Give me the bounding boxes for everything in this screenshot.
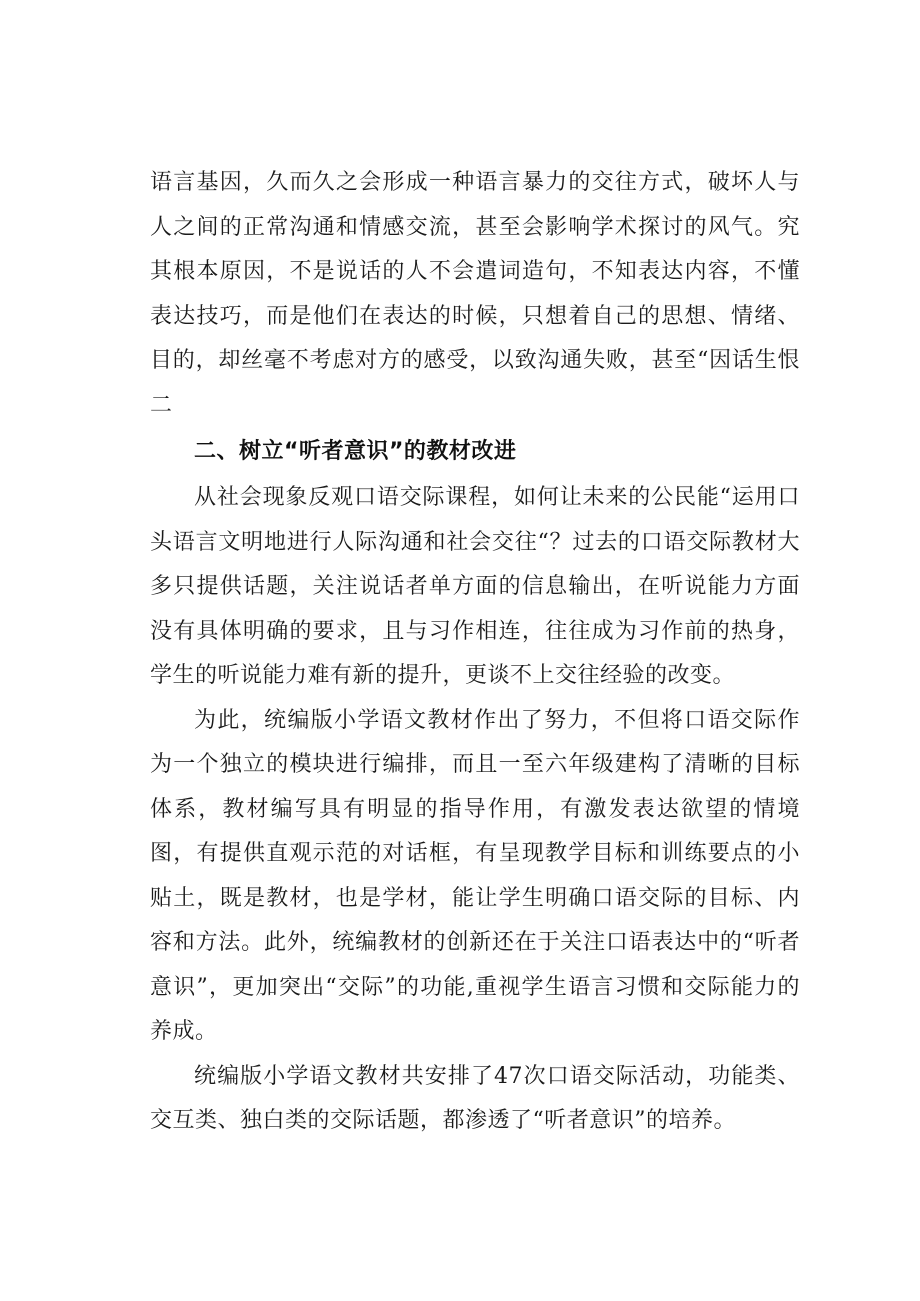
paragraph-activities-count: 统编版小学语文教材共安排了47次口语交际活动，功能类、交互类、独白类的交际话题，都渗透了“听者意识”的培养。	[150, 1063, 800, 1133]
paragraph-social-phenomenon: 从社会现象反观口语交际课程，如何让未来的公民能“运用口头语言文明地进行人际沟通和社会交往“？过去的口语交际教材大多只提供话题，关注说话者单方面的信息输出，在听说能力方面没有具体明确的要求，且与习作相连，往往成为习作前的热身，学生的听说能力难有新的提升，更谈不上交往经验的改变。	[150, 485, 800, 688]
paragraph-continued: 语言基因，久而久之会形成一种语言暴力的交往方式，破坏人与人之间的正常沟通和情感交流，甚至会影响学术探讨的风气。究其根本原因，不是说话的人不会遣词造句，不知表达内容，不懂表达技巧，而是他们在表达的时候，只想着自己的思想、情绪、目的，却丝毫不考虑对方的感受，以致沟通失败，甚至“因话生恨二	[150, 170, 800, 418]
document-body	[150, 161, 800, 1144]
paragraph-textbook-efforts: 为此，统编版小学语文教材作出了努力，不但将口语交际作为一个独立的模块进行编排，而且一至六年级建构了清晰的目标体系，教材编写具有明显的指导作用，有激发表达欲望的情境图，有提供直观示范的对话框，有呈现教学目标和训练要点的小贴土，既是教材，也是学材，能让学生明确口语交际的目标、内容和方法。此外，统编教材的创新还在于关注口语表达中的“听者意识”，更加突出“交际”的功能,重视学生语言习惯和交际能力的养成。	[150, 707, 800, 1044]
section-heading: 二、树立“听者意识”的教材改进	[194, 439, 517, 464]
